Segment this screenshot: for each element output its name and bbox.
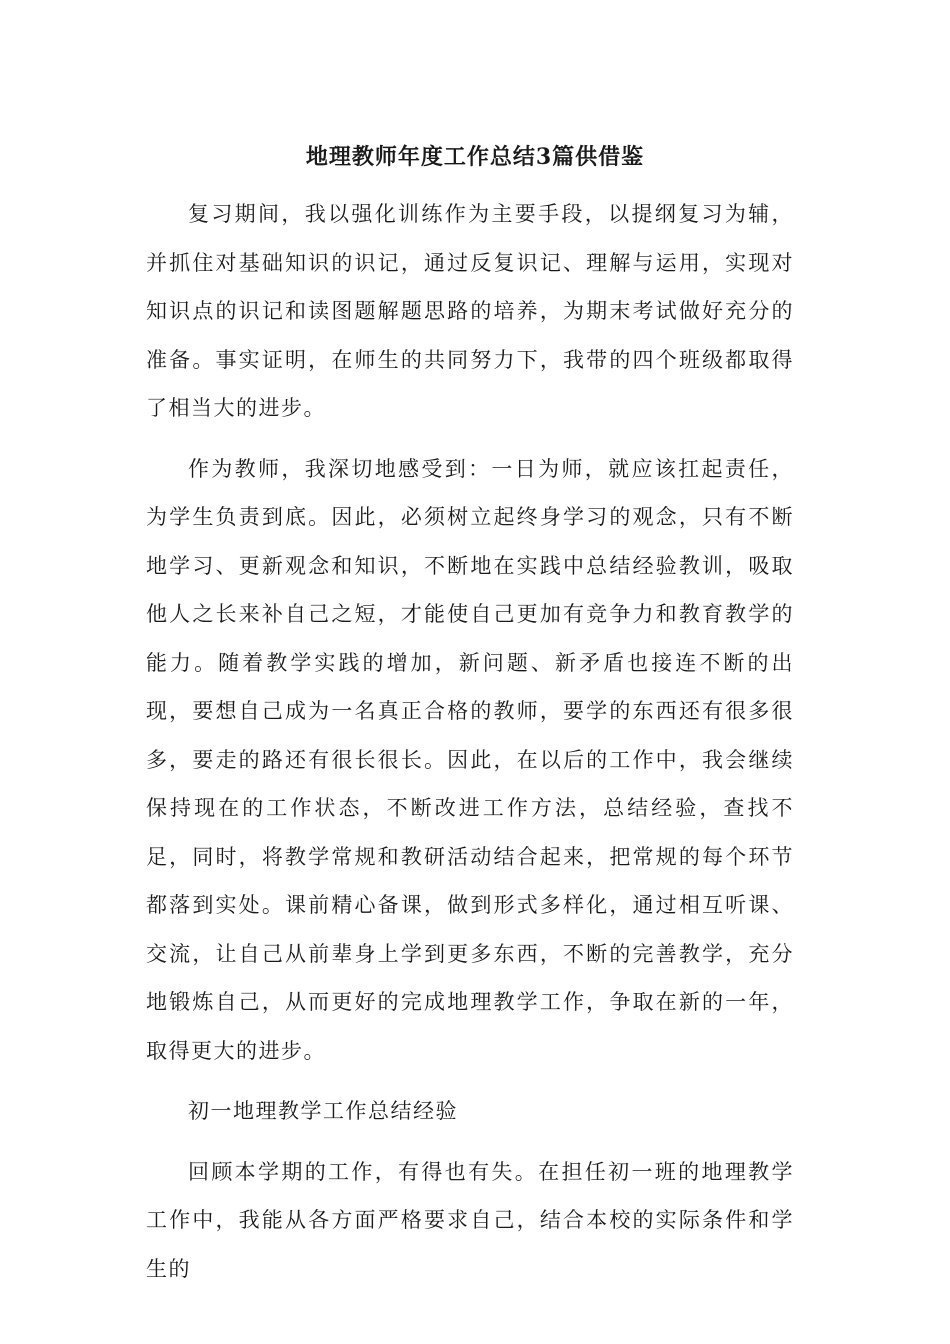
paragraph-review-period: 复习期间，我以强化训练作为主要手段，以提纲复习为辅，并抓住对基础知识的识记，通过反复识记、理解与运用，实现对知识点的识记和读图题解题思路的培养，为期末考试做好充分的准备。事实证明，在师生的共同努力下，我带的四个班级都取得了相当大的进步。 [146,202,794,420]
paragraph-semester-review: 回顾本学期的工作，有得也有失。在担任初一班的地理教学工作中，我能从各方面严格要求自己，结合本校的实际条件和学生的 [146,1159,794,1281]
document-title: 地理教师年度工作总结3篇供借鉴 [305,144,645,170]
paragraph-teacher-reflection: 作为教师，我深切地感受到：一日为师，就应该扛起责任，为学生负责到底。因此，必须树立起终身学习的观念，只有不断地学习、更新观念和知识，不断地在实践中总结经验教训，吸取他人之长来补自己之短，才能使自己更加有竞争力和教育教学的能力。随着教学实践的增加，新问题、新矛盾也接连不断的出现，要想自己成为一名真正合格的教师，要学的东西还有很多很多，要走的路还有很长很长。因此，在以后的工作中，我会继续保持现在的工作状态，不断改进工作方法，总结经验，查找不足，同时，将教学常规和教研活动结合起来，把常规的每个环节都落到实处。课前精心备课，做到形式多样化，通过相互听课、交流，让自己从前辈身上学到更多东西，不断的完善教学，充分地锻炼自己，从而更好的完成地理教学工作，争取在新的一年，取得更大的进步。 [146,456,794,1063]
document-body [146,190,794,1305]
section-heading-grade-one: 初一地理教学工作总结经验 [188,1099,458,1123]
